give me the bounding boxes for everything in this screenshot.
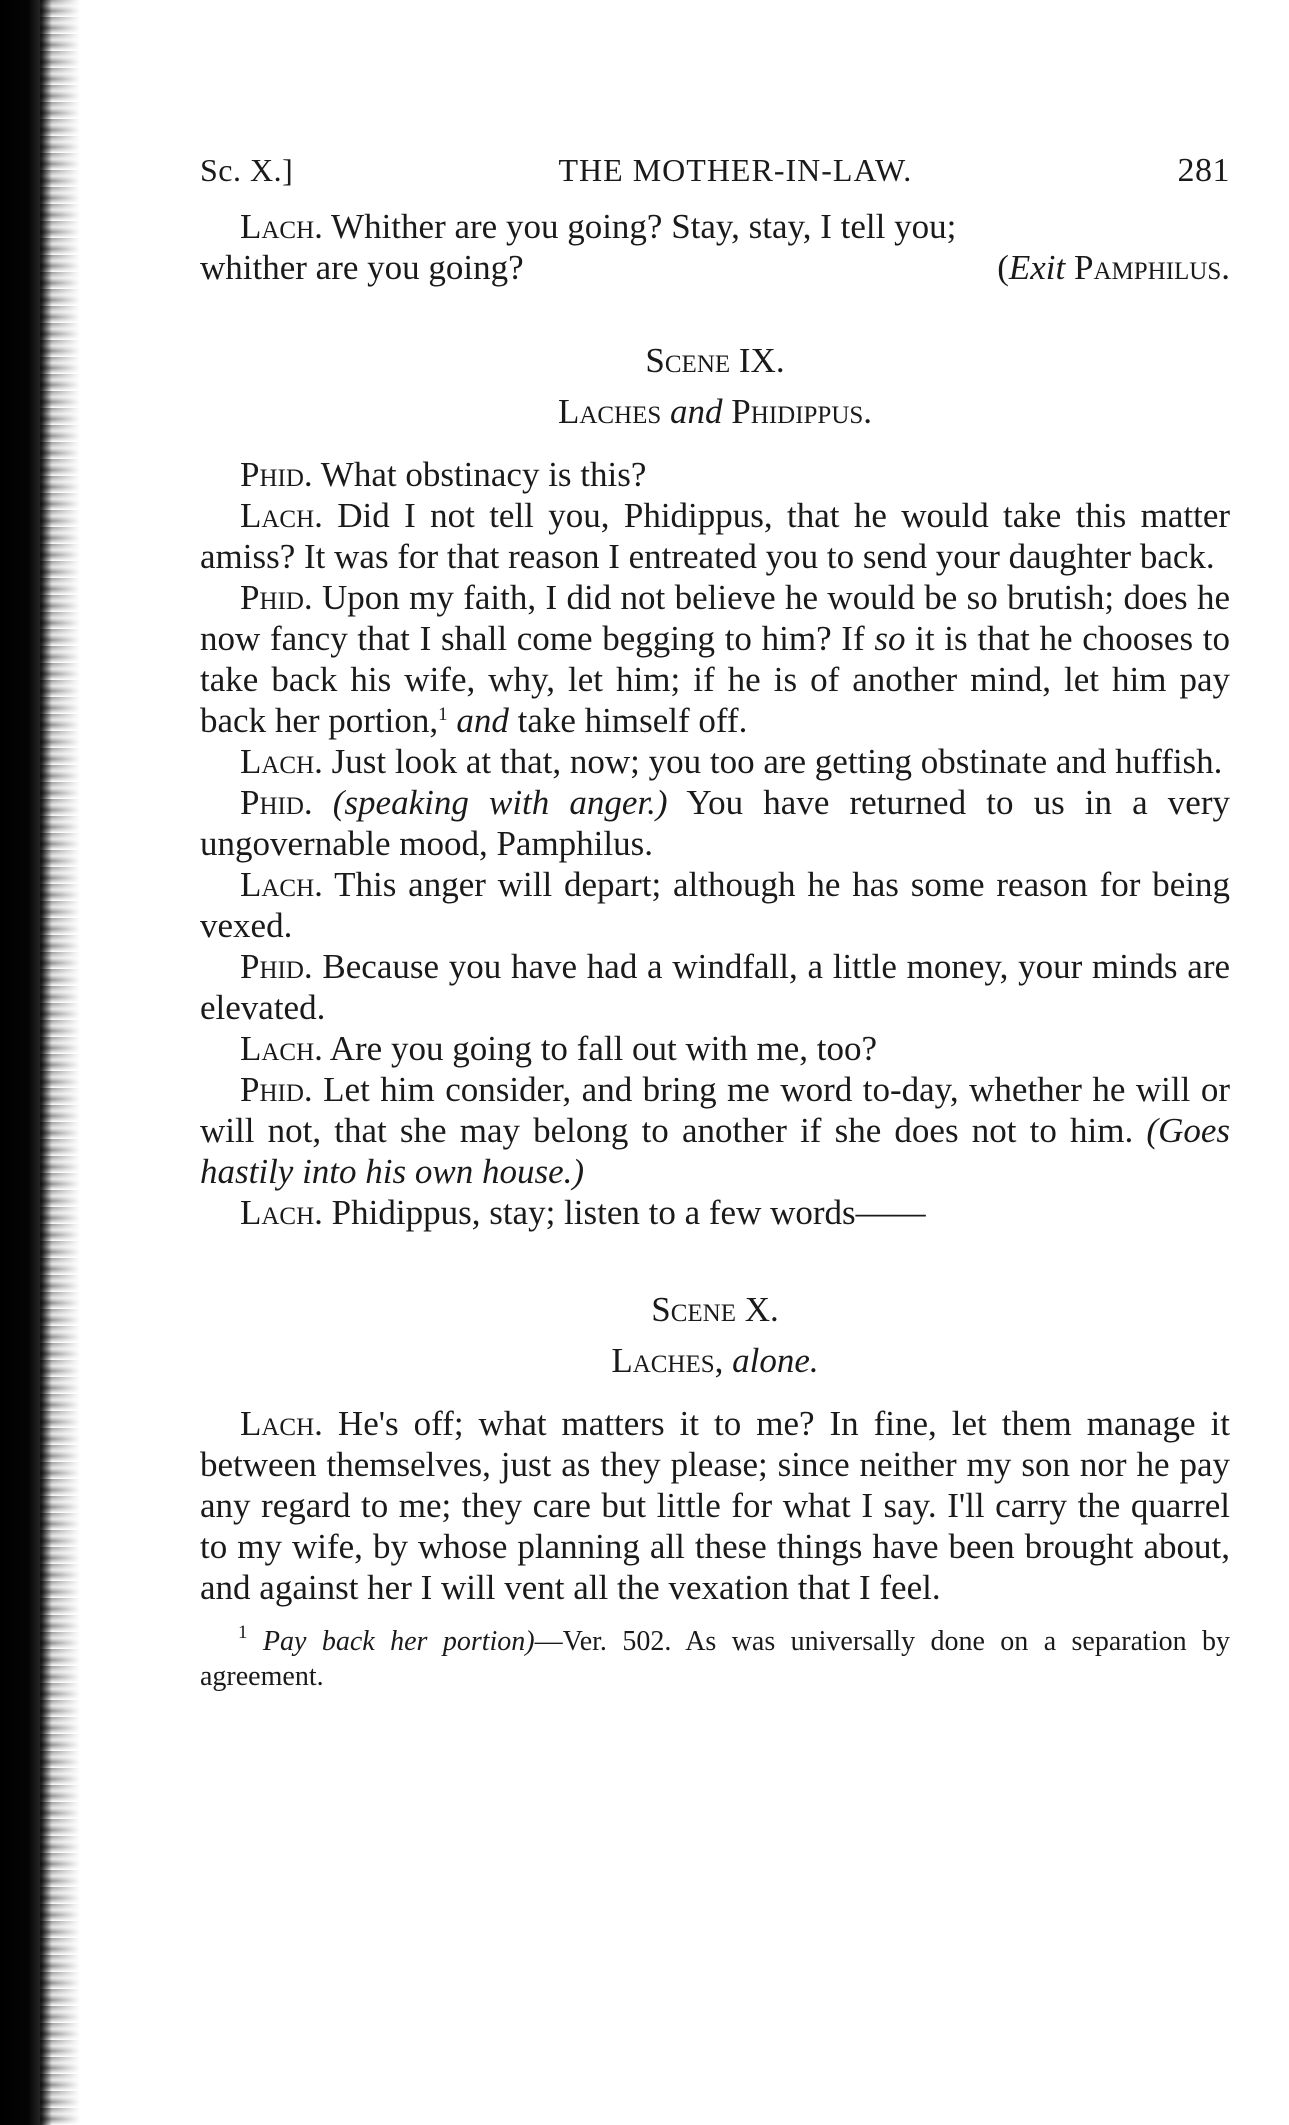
stage-direction: (Goes hastily into his own house.) xyxy=(200,1111,1231,1191)
opening-speech-end xyxy=(200,247,1230,288)
header-scene-ref: Sc. X.] xyxy=(200,152,294,188)
footnote-text: —Ver. 502. As was universally done on a separation by agreement. xyxy=(200,1626,1230,1692)
dialogue-line: Lach. Phidippus, stay; listen to a few words—— xyxy=(240,1193,926,1232)
header-title: THE MOTHER-IN-LAW. xyxy=(558,152,913,188)
book-page xyxy=(200,150,1230,1694)
book-binding-edge xyxy=(0,0,52,2125)
page-number: 281 xyxy=(1177,152,1230,189)
footnote-ref: Pay back her portion) xyxy=(262,1626,535,1657)
speaker-label: Lach. xyxy=(240,207,323,246)
speech-text: whither are you going? xyxy=(200,248,524,287)
dialogue-line: Lach. Are you going to fall out with me, too? xyxy=(240,1029,878,1068)
speech-text: Whither are you going? Stay, stay, I tell you; xyxy=(331,207,957,246)
dialogue-line: Phid. Upon my faith, I did not believe he would be so brutish; does he now fancy that I shall come begging to him? If so it is that he chooses to take back his wife, why, let him; if he is of another mind, let him pay back her portion,$^1$ and take himself off. xyxy=(200,578,1231,740)
scene-9-heading: Scene IX. xyxy=(645,341,785,380)
stage-direction-exit: (Exit Pamphilus. xyxy=(997,248,1230,287)
stage-direction: (speaking with anger.) xyxy=(332,783,668,822)
dialogue-line: Phid. What obstinacy is this? xyxy=(240,455,647,494)
running-header xyxy=(200,150,1230,198)
opening-speech xyxy=(200,206,1230,247)
dialogue-line: Lach. Just look at that, now; you too are getting obstinate and huffish. xyxy=(240,742,1223,781)
scene-10-persons: Laches, alone. xyxy=(611,1341,819,1380)
footnote-marker: 1 xyxy=(438,704,448,725)
dialogue-line: Lach. He's off; what matters it to me? In fine, let them manage it between themselves, just as they please; since neither my son nor he pay any regard to me; they care but little for what I say. I'll carry the quarrel to my wife, by whose planning all these things have been brought about, and against her I will vent all the vexation that I feel. xyxy=(200,1404,1230,1607)
scene-10-heading: Scene X. xyxy=(651,1290,779,1329)
footnote-number: 1 xyxy=(238,1622,248,1643)
dialogue-line: Phid. (speaking with anger.) You have returned to us in a very ungovernable mood, Pamphilus. xyxy=(200,783,1231,863)
footnote xyxy=(200,1624,1230,1694)
dialogue-line: Lach. This anger will depart; although he has some reason for being vexed. xyxy=(200,865,1230,945)
scene-9-persons: Laches and Phidippus. xyxy=(557,392,873,431)
dialogue-line: Lach. Did I not tell you, Phidippus, that he would take this matter amiss? It was for that reason I entreated you to send your daughter back. xyxy=(200,496,1231,576)
dialogue-line: Phid. Let him consider, and bring me word to-day, whether he will or will not, that she may belong to another if she does not to him. (Goes hastily into his own house.) xyxy=(200,1070,1231,1191)
dialogue-line: Phid. Because you have had a windfall, a little money, your minds are elevated. xyxy=(200,947,1231,1027)
